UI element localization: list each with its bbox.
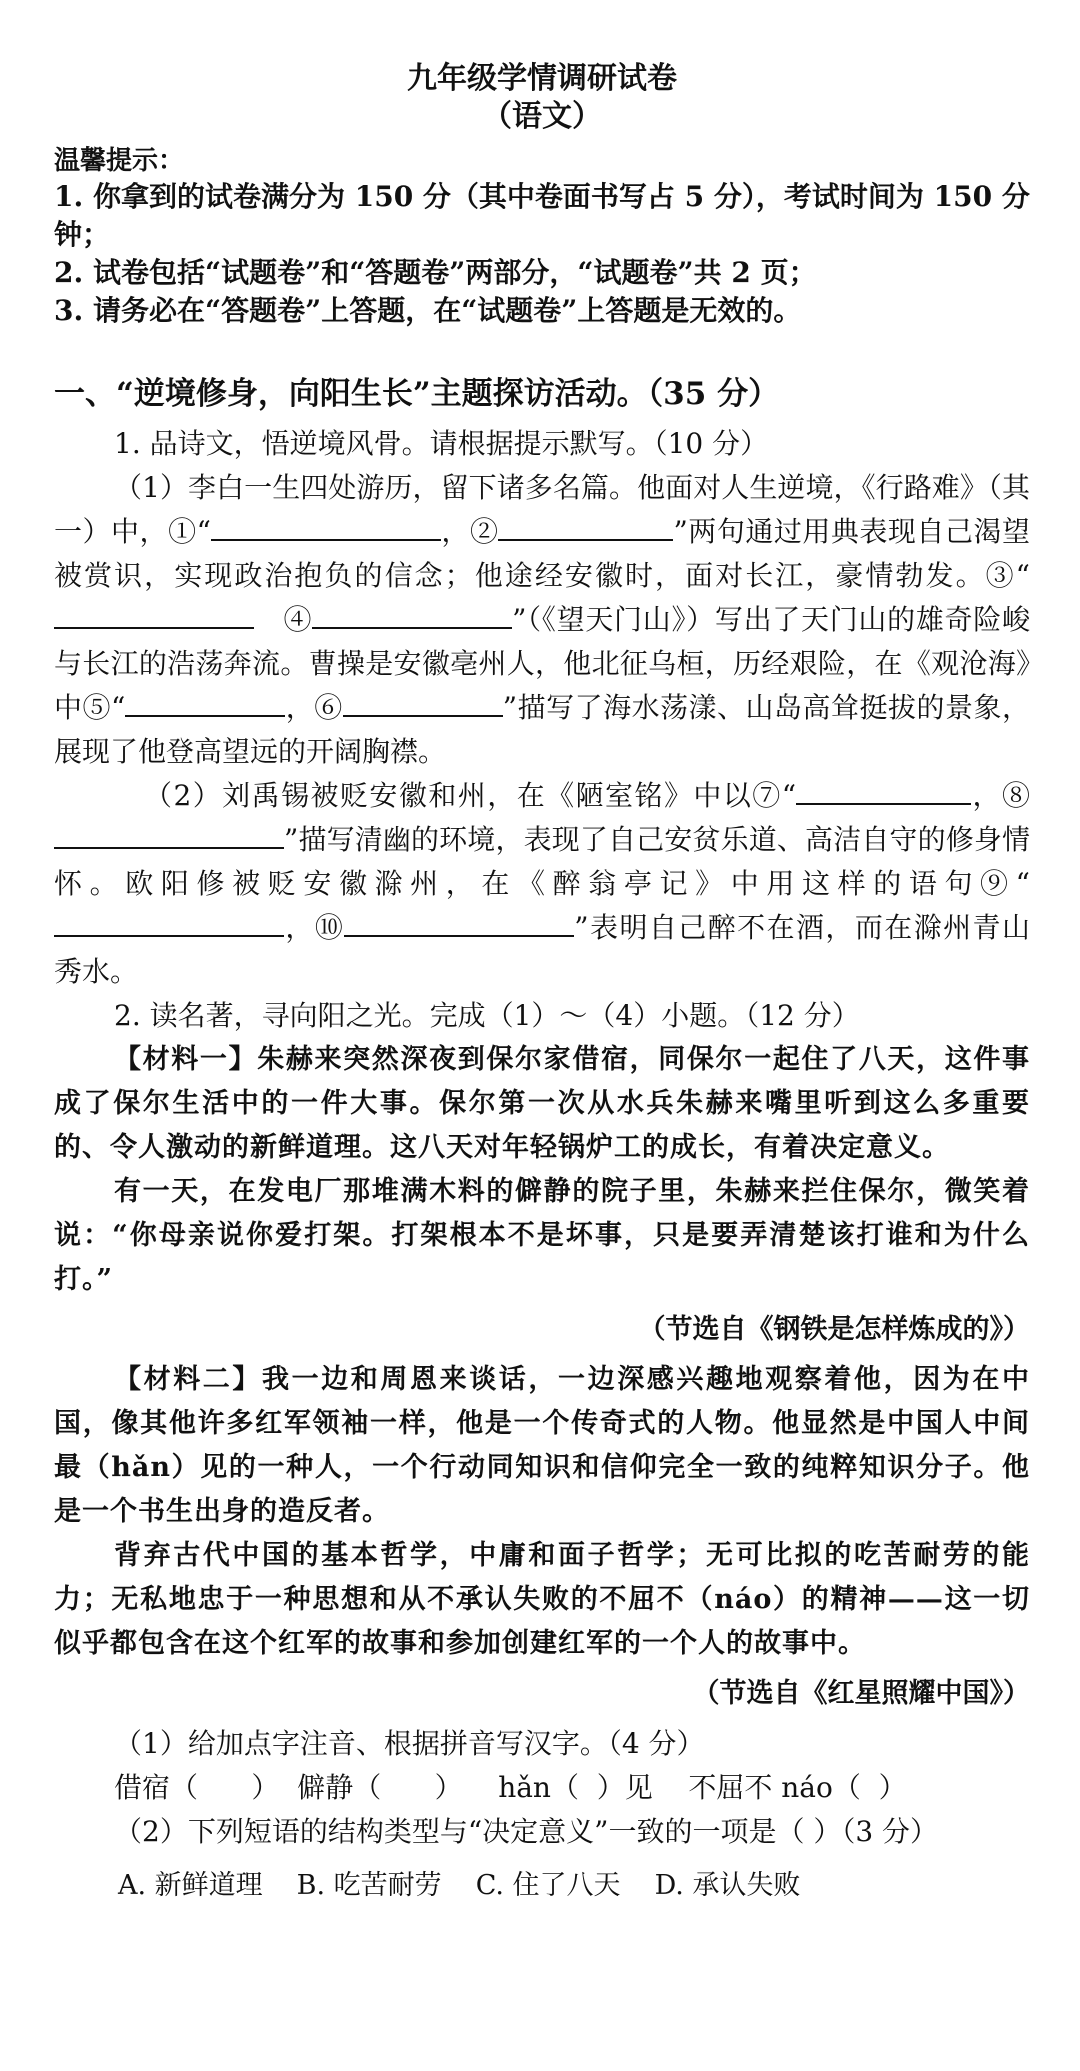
question-text: ”描写了海水荡漾、山岛高耸挺拔的景象，展现了他登高望远的开阔胸襟。 bbox=[54, 691, 1030, 768]
sub-question-1-items: 借宿（ ） 僻静（ ） hǎn（ ）见 不屈不 náo（ ） bbox=[114, 1771, 907, 1804]
page-title: 九年级学情调研试卷 bbox=[407, 61, 677, 96]
answer-blank-8[interactable] bbox=[54, 819, 284, 849]
tips-block bbox=[54, 144, 1030, 330]
sub-question-2-title: （2）下列短语的结构类型与“决定意义”一致的一项是（ ）（3 分） bbox=[114, 1815, 939, 1848]
answer-blank-3[interactable] bbox=[54, 599, 254, 629]
source-citation: （节选自《钢铁是怎样炼成的》） bbox=[638, 1314, 1030, 1345]
answer-blank-1[interactable] bbox=[211, 511, 441, 541]
choice-list bbox=[54, 1860, 1030, 1912]
question-1-part-1 bbox=[54, 466, 1030, 774]
material-2-paragraph: 【材料二】我一边和周恩来谈话，一边深感兴趣地观察着他，因为在中国，像其他许多红军领袖一样，他是一个传奇式的人物。他显然是中国人中间最（hǎn）见的一种人，一个行动同知识和信仰完全一致的纯粹知识分子。他是一个书生出身的造反者。 bbox=[54, 1364, 1030, 1527]
choice-a[interactable]: A. 新鲜道理 bbox=[118, 1870, 263, 1901]
answer-blank-10[interactable] bbox=[344, 907, 574, 937]
question-text: ”两句通过用典表现自己渴望被赏识，实现政治抱负的信念；他途经安徽时，面对长江，豪情勃发。③“ bbox=[54, 515, 1030, 592]
question-text: ，② bbox=[440, 515, 499, 548]
choice-c[interactable]: C. 住了八天 bbox=[475, 1870, 621, 1901]
question-text: ，⑩ bbox=[284, 911, 345, 944]
question-text: （1）李白一生四处游历，留下诸多名篇。他面对人生逆境，《行路难》（其一）中，①“ bbox=[54, 471, 1030, 548]
answer-blank-7[interactable] bbox=[796, 775, 971, 805]
question-text: ，⑧ bbox=[971, 779, 1030, 812]
page-subtitle: （语文） bbox=[482, 99, 602, 134]
question-text: ，⑥ bbox=[285, 691, 343, 724]
material-2-paragraph: 背弃古代中国的基本哲学，中庸和面子哲学；无可比拟的吃苦耐劳的能力；无私地忠于一种思想和从不承认失败的不屈不（náo）的精神——这一切似乎都包含在这个红军的故事和参加创建红军的一个人的故事中。 bbox=[54, 1540, 1030, 1659]
tips-heading: 温馨提示： bbox=[54, 146, 185, 176]
tip-item: 1. 你拿到的试卷满分为 150 分（其中卷面书写占 5 分），考试时间为 150 分钟； bbox=[54, 180, 1030, 251]
question-text: ”描写清幽的环境，表现了自己安贫乐道、高洁自守的修身情怀。欧阳修被贬安徽滁州，在《醉翁亭记》中用这样的语句⑨“ bbox=[54, 823, 1030, 900]
answer-blank-9[interactable] bbox=[54, 907, 284, 937]
tip-item: 2. 试卷包括“试题卷”和“答题卷”两部分，“试题卷”共 2 页； bbox=[54, 256, 817, 289]
question-2-title: 2. 读名著，寻向阳之光。完成（1）～（4）小题。（12 分） bbox=[114, 999, 860, 1032]
tip-item: 3. 请务必在“答题卷”上答题，在“试题卷”上答题是无效的。 bbox=[54, 294, 802, 327]
answer-blank-5[interactable] bbox=[125, 687, 285, 717]
question-text: ”表明自己醉不在酒，而在滁州青山秀水。 bbox=[54, 911, 1030, 988]
question-1-part-2 bbox=[54, 774, 1030, 994]
answer-blank-6[interactable] bbox=[343, 687, 503, 717]
material-1-paragraph: 有一天，在发电厂那堆满木料的僻静的院子里，朱赫来拦住保尔，微笑着说：“你母亲说你爱打架。打架根本不是坏事，只是要弄清楚该打谁和为什么打。” bbox=[54, 1176, 1030, 1295]
answer-blank-2[interactable] bbox=[498, 511, 673, 541]
choice-d[interactable]: D. 承认失败 bbox=[654, 1870, 801, 1901]
answer-blank-4[interactable] bbox=[312, 599, 512, 629]
section-heading: 一、“逆境修身，向阳生长”主题探访活动。（35 分） bbox=[54, 376, 780, 412]
question-text: ”（《望天门山》）写出了天门山的雄奇险峻与长江的浩荡奔流。曹操是安徽亳州人，他北征乌桓，历经艰险，在《观沧海》中⑤“ bbox=[54, 603, 1030, 724]
source-citation: （节选自《红星照耀中国》） bbox=[692, 1678, 1030, 1709]
sub-question-1-title: （1）给加点字注音、根据拼音写汉字。（4 分） bbox=[114, 1727, 705, 1760]
question-text: ④ bbox=[283, 603, 313, 636]
question-text: （2）刘禹锡被贬安徽和州，在《陋室铭》中以⑦“ bbox=[144, 779, 797, 812]
question-1-title: 1. 品诗文，悟逆境风骨。请根据提示默写。（10 分） bbox=[114, 427, 769, 460]
choice-b[interactable]: B. 吃苦耐劳 bbox=[296, 1870, 442, 1901]
material-1-paragraph: 【材料一】朱赫来突然深夜到保尔家借宿，同保尔一起住了八天，这件事成了保尔生活中的一件大事。保尔第一次从水兵朱赫来嘴里听到这么多重要的、令人激动的新鲜道理。这八天对年轻锅炉工的成长，有着决定意义。 bbox=[54, 1044, 1030, 1163]
